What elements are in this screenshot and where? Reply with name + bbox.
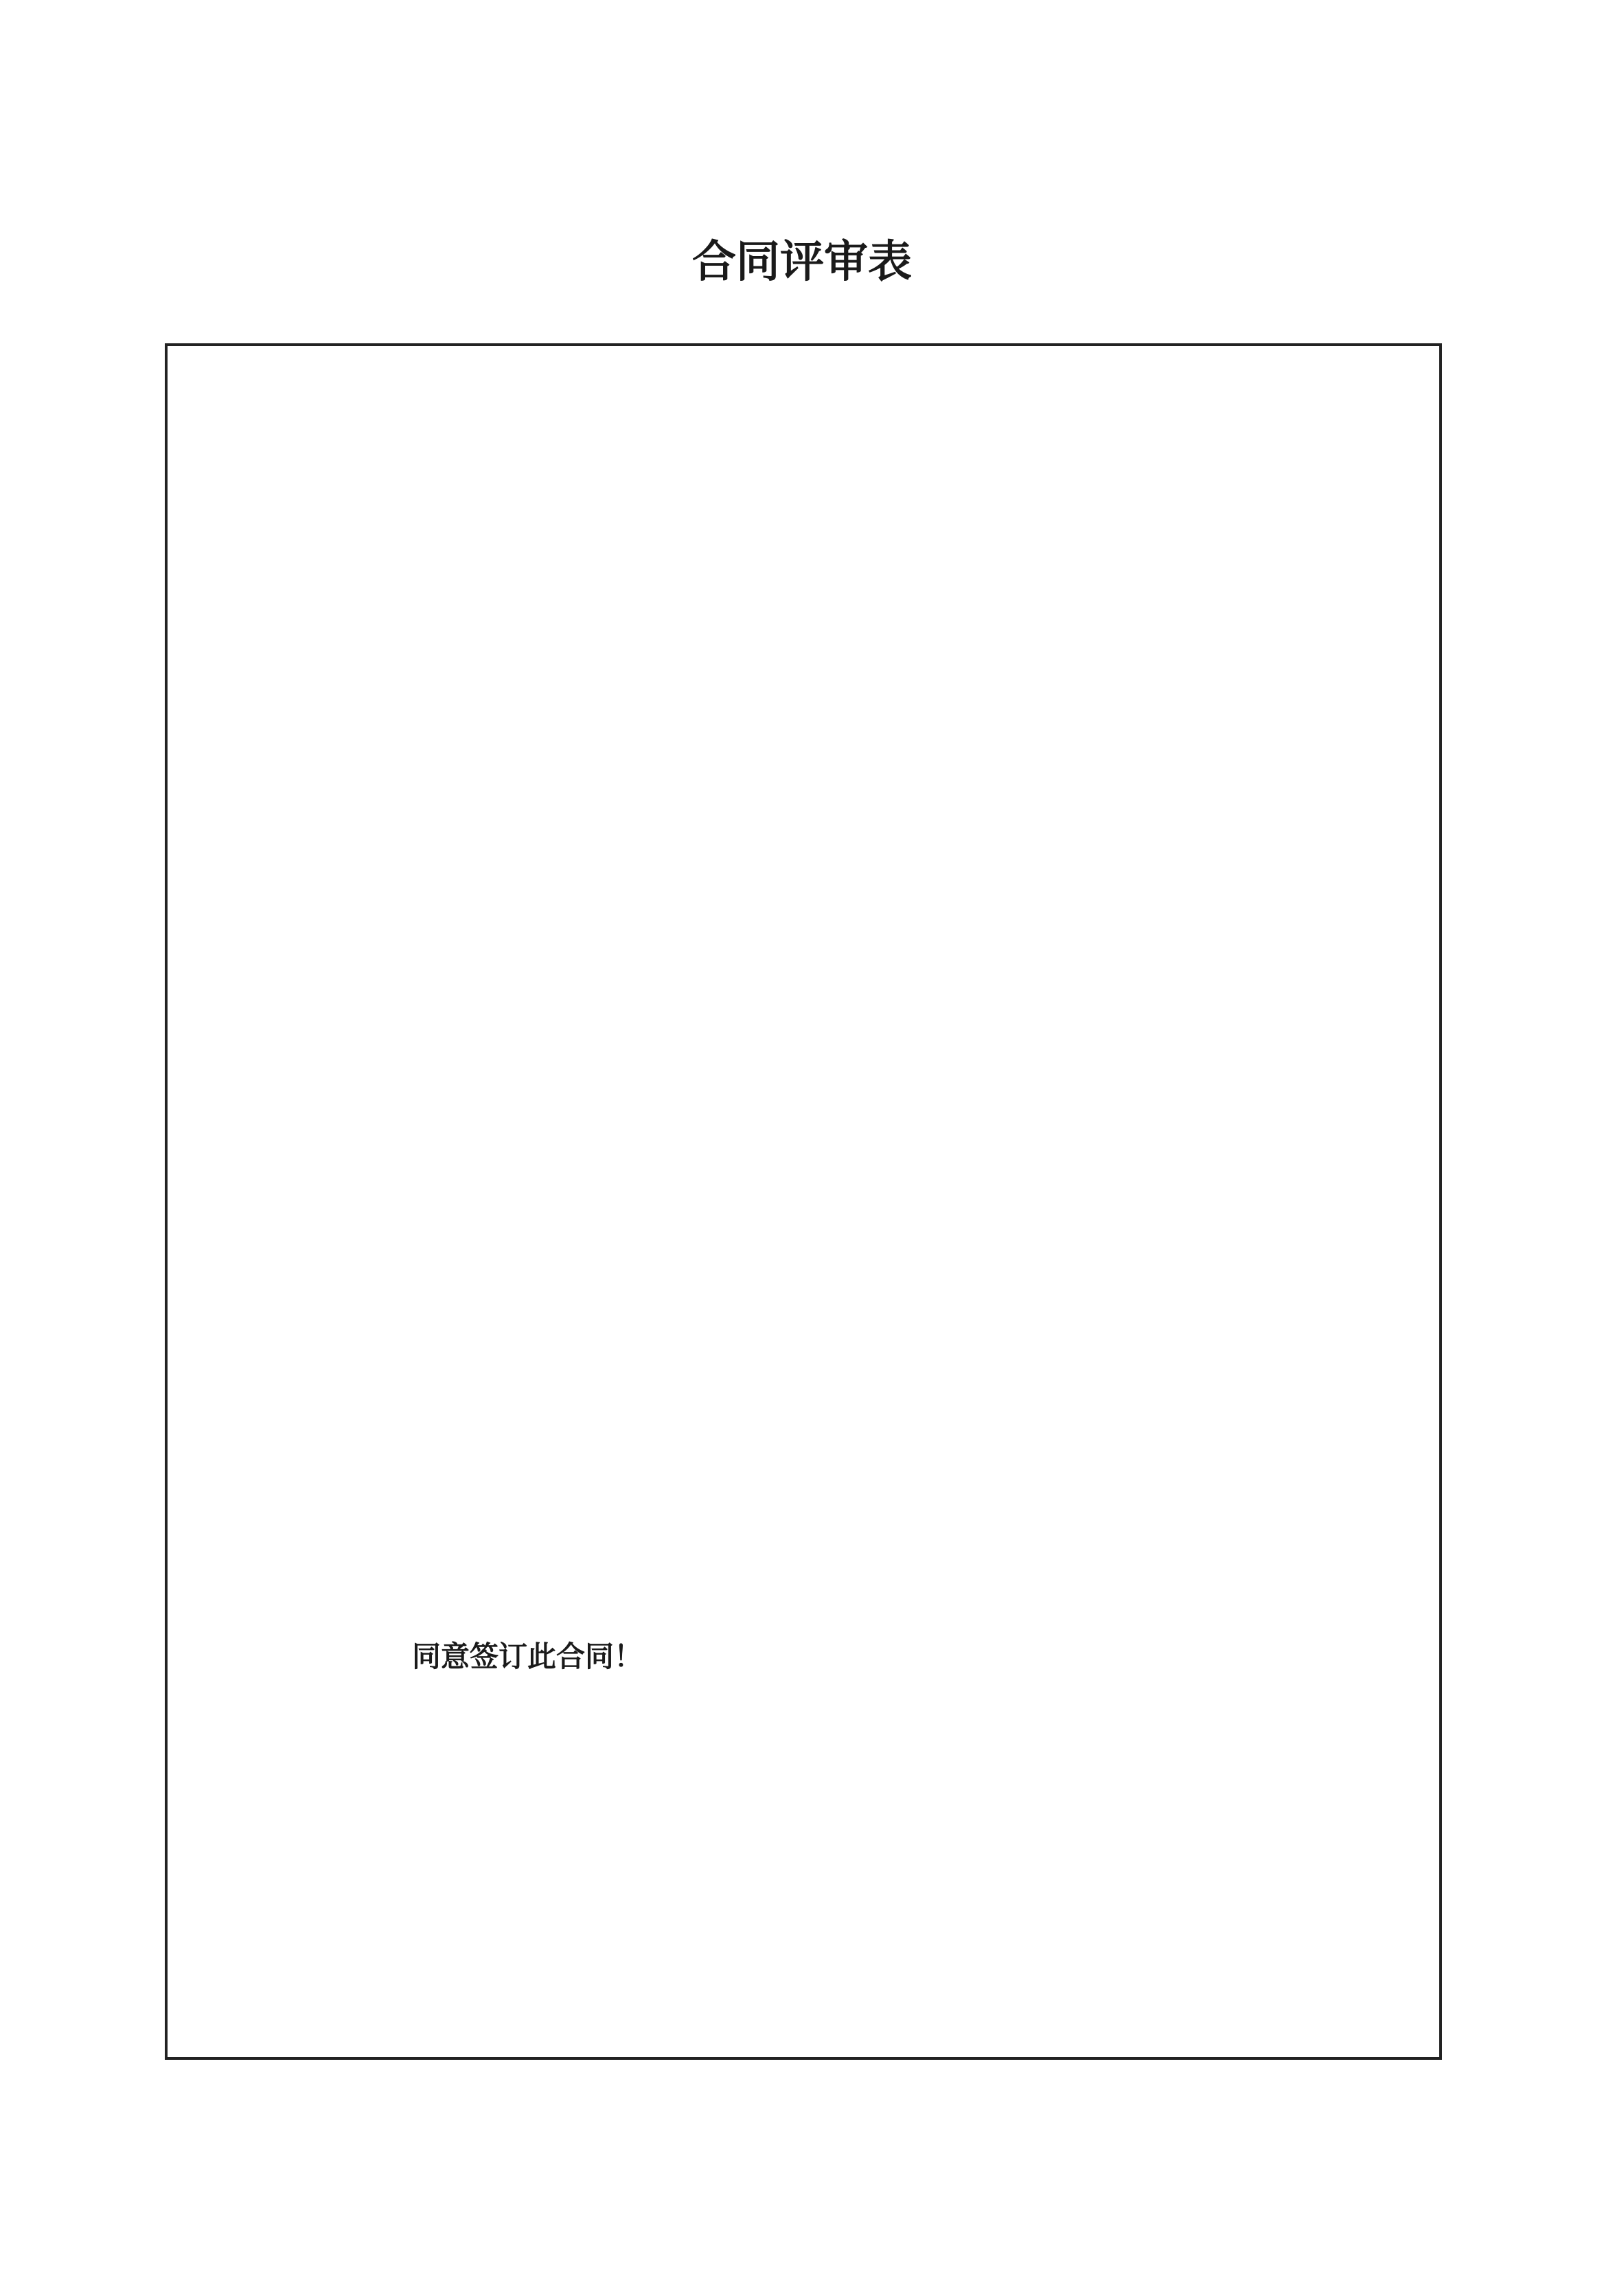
form-title: 合同评审表 — [692, 237, 912, 288]
review-form-table — [165, 343, 1442, 2060]
approval-statement: 同意签订此合同！ — [412, 1640, 643, 1673]
